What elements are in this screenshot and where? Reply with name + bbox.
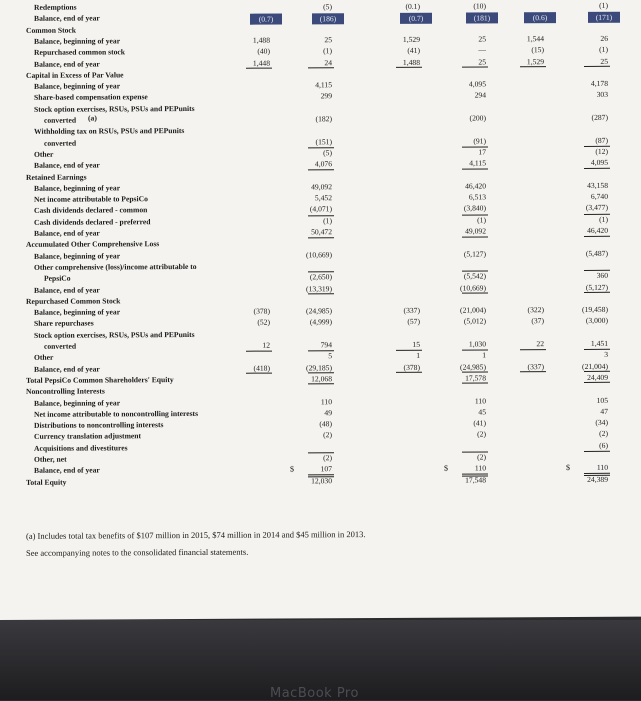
total-rule (520, 371, 546, 372)
row-label: Stock option exercises, RSUs, PSUs and PEPunits (34, 103, 195, 114)
cell-value: (5,127) (585, 282, 608, 292)
cell-value: 294 (474, 90, 486, 100)
cell-value: 110 (474, 463, 486, 473)
cell-value: (5,487) (585, 248, 608, 258)
cell-value: 1,448 (252, 58, 270, 68)
row-label: Currency translation adjustment (34, 431, 142, 442)
cell-value: 4,178 (590, 78, 608, 88)
total-rule (462, 66, 488, 67)
cell-value: (57) (407, 317, 420, 327)
total-rule (520, 66, 546, 67)
top-band-value: (171) (595, 12, 613, 22)
top-row-value: (1) (599, 0, 608, 10)
cell-value: 43,158 (587, 180, 608, 190)
cell-value: (287) (591, 112, 608, 122)
cell-value: (5,012) (463, 316, 486, 326)
row-label: Balance, end of year (34, 58, 100, 69)
row-label: Other, net (34, 454, 67, 464)
cell-value: 105 (596, 395, 608, 405)
cell-value: 1 (482, 350, 486, 360)
cell-value: (2) (323, 430, 332, 440)
cell-value: (41) (407, 45, 420, 56)
row-label: Balance, beginning of year (34, 250, 121, 261)
row-label: converted (44, 115, 77, 125)
total-rule (462, 383, 488, 384)
total-rule (584, 382, 610, 383)
cell-value: 12,030 (311, 475, 332, 485)
cell-value: (1) (599, 45, 608, 55)
row-label: Stock option exercises, RSUs, PSUs and PEPunits (34, 329, 195, 340)
cell-value: (3,000) (585, 316, 608, 326)
total-rule (584, 66, 610, 67)
cell-value: (40) (257, 46, 270, 56)
cell-value: (378) (253, 306, 270, 316)
cell-value: (200) (469, 113, 486, 123)
top-band-value: (0.7) (408, 13, 424, 23)
row-label: Retained Earnings (26, 172, 87, 182)
cell-value: (91) (473, 136, 486, 146)
cell-value: (1) (599, 214, 608, 224)
cell-value: 26 (600, 33, 608, 43)
cell-value: 107 (320, 464, 332, 474)
cell-value: 22 (536, 339, 544, 349)
cell-value: (41) (473, 418, 486, 428)
cell-value: (4,999) (309, 317, 332, 327)
cell-value: 4,076 (314, 159, 332, 169)
total-rule (396, 372, 422, 373)
row-label: Acquisitions and divestitures (34, 443, 128, 453)
top-band-value: (181) (473, 13, 491, 23)
cell-value: 303 (596, 90, 608, 100)
cell-value: (5,542) (463, 271, 486, 281)
cell-value: 4,115 (315, 80, 332, 90)
cell-value: 25 (324, 35, 332, 45)
row-label: Share-based compensation expense (34, 92, 148, 103)
cell-value: 6,740 (590, 191, 608, 201)
row-label: Balance, beginning of year (34, 307, 121, 317)
cell-value: 1,451 (590, 338, 608, 348)
total-rule (396, 67, 422, 68)
notes-reference: See accompanying notes to the consolidated financial statements. (26, 546, 249, 558)
cell-value: (2) (323, 453, 332, 463)
cell-value: (1) (323, 46, 332, 56)
cell-value: 25 (600, 56, 608, 66)
row-label: converted (44, 138, 77, 148)
cell-value: (34) (595, 417, 608, 427)
cell-value: (48) (319, 419, 332, 429)
top-row-value: (5) (323, 2, 332, 12)
cell-value: 46,420 (587, 225, 608, 235)
dollar-sign: $ (444, 463, 448, 473)
total-rule (584, 235, 610, 236)
cell-value: (37) (531, 316, 544, 326)
row-label: Noncontrolling Interests (26, 386, 105, 397)
top-band-value: (186) (319, 14, 337, 24)
cell-value: (52) (257, 317, 270, 328)
total-rule (520, 349, 546, 350)
row-label: Balance, end of year (34, 228, 100, 238)
cell-value: (6) (599, 440, 608, 450)
cell-value: (182) (315, 114, 332, 124)
cell-value: 17,548 (465, 475, 486, 485)
row-label: Distributions to noncontrolling interests (34, 420, 164, 430)
cell-value: 360 (596, 271, 608, 281)
cell-value: (2) (599, 429, 608, 439)
cell-value: 1,488 (252, 35, 270, 45)
cell-value: (10,669) (306, 249, 332, 259)
cell-value: 110 (474, 395, 486, 406)
row-label: Balance, beginning of year (34, 397, 121, 408)
cell-value: 1,529 (402, 34, 420, 44)
cell-value: 49,092 (465, 226, 486, 236)
cell-value: 1,544 (526, 34, 544, 44)
total-rule (584, 451, 610, 452)
total-rule (308, 237, 334, 238)
top-band-value: (0.7) (258, 14, 274, 24)
cell-value: (2,650) (309, 272, 332, 282)
cell-value: (151) (315, 136, 332, 146)
cell-value: (87) (595, 135, 608, 145)
cell-value: 1,488 (402, 57, 420, 67)
cell-value: 24,409 (587, 372, 608, 382)
row-label: Other (34, 149, 54, 159)
cell-value: 25 (478, 34, 486, 44)
total-rule (246, 373, 272, 374)
cell-value: (21,004) (582, 361, 608, 371)
row-label: Net income attributable to PepsiCo (34, 194, 148, 204)
total-rule (308, 293, 334, 294)
cell-value: 4,115 (469, 158, 486, 168)
cell-value: (1) (477, 215, 486, 225)
cell-value: 1,030 (468, 339, 486, 349)
total-rule (308, 67, 334, 68)
cell-value: 299 (320, 91, 332, 101)
top-band-value: (0.6) (532, 13, 548, 23)
cell-value: (2) (477, 452, 486, 462)
total-rule (462, 236, 488, 237)
cell-value: (3,477) (585, 203, 608, 213)
total-rule (246, 68, 272, 69)
cell-value: (5,127) (463, 249, 486, 259)
cell-value: (3,840) (463, 203, 486, 213)
cell-value: 17,578 (465, 373, 486, 383)
row-label: Balance, beginning of year (34, 36, 121, 46)
cell-value: (378) (403, 362, 420, 372)
row-label: Net income attributable to noncontrolling interests (34, 408, 199, 419)
row-label: Total PepsiCo Common Shareholders' Equity (26, 374, 174, 385)
cell-value: (21,004) (460, 305, 486, 315)
cell-value: (24,985) (460, 362, 486, 372)
row-label: Capital in Excess of Par Value (26, 70, 124, 80)
cell-value: (418) (253, 363, 270, 373)
cell-value: 5,452 (314, 193, 332, 203)
cell-value: (1) (323, 215, 332, 225)
row-label: Cash dividends declared - common (34, 205, 148, 216)
total-rule (308, 169, 334, 170)
cell-value: — (478, 45, 486, 55)
cell-value: 110 (596, 463, 608, 473)
laptop-brand-label: MacBook Pro (270, 686, 359, 701)
row-label: Balance, end of year (34, 160, 100, 171)
cell-value: (2) (477, 429, 486, 439)
cell-value: 4,095 (468, 79, 486, 89)
cell-value: 1 (416, 351, 420, 361)
row-label: Balance, end of year (34, 13, 100, 24)
row-label: Cash dividends declared - preferred (34, 216, 151, 227)
row-label: Share repurchases (34, 318, 94, 329)
total-rule (584, 292, 610, 293)
cell-value: (19,458) (582, 304, 608, 315)
cell-value: 25 (478, 56, 486, 66)
cell-value: 1,529 (526, 56, 544, 66)
cell-value: (29,185) (306, 362, 332, 372)
cell-value: 49,092 (311, 182, 332, 192)
row-label: Repurchased common stock (34, 47, 125, 58)
cell-value: (24,985) (306, 306, 332, 316)
total-rule (462, 168, 488, 169)
row-label: Other (34, 353, 54, 363)
row-label: Redemptions (34, 2, 77, 12)
cell-value: (10,669) (460, 282, 486, 293)
cell-value: (337) (403, 305, 420, 315)
top-row-value: (0.1) (405, 1, 420, 11)
row-label: PepsiCo (44, 273, 71, 283)
cell-value: (13,319) (306, 283, 332, 293)
cell-value: 15 (412, 339, 420, 349)
row-label: Repurchased Common Stock (26, 296, 121, 306)
cell-value: 46,420 (465, 181, 486, 191)
row-note: (a) (88, 113, 97, 123)
top-row-value: (10) (473, 1, 486, 11)
cell-value: 47 (600, 406, 608, 416)
cell-value: 4,095 (590, 158, 608, 168)
cell-value: 45 (478, 407, 486, 417)
cell-value: (322) (527, 305, 544, 315)
dollar-sign: $ (290, 464, 294, 474)
cell-value: 24 (324, 57, 332, 67)
cell-value: 49 (324, 408, 332, 418)
cell-value: 50,472 (311, 227, 332, 237)
cell-value: 794 (320, 340, 332, 350)
cell-value: 6,513 (468, 192, 486, 202)
row-label: Balance, end of year (34, 465, 100, 476)
total-rule (308, 384, 334, 385)
row-label: Balance, beginning of year (34, 81, 121, 91)
cell-value: 110 (320, 396, 332, 406)
row-label: Balance, beginning of year (34, 183, 121, 193)
cell-value: (12) (595, 146, 608, 156)
cell-value: 3 (604, 350, 608, 360)
row-label: Balance, end of year (34, 284, 100, 295)
cell-value: 12,068 (311, 374, 332, 384)
cell-value: 5 (328, 351, 332, 361)
laptop-bezel (0, 620, 641, 700)
row-label: Other comprehensive (loss)/income attributable to (34, 261, 197, 272)
row-label: Total Equity (26, 477, 67, 487)
cell-value: (4,071) (309, 204, 332, 214)
cell-value: 12 (262, 340, 270, 350)
cell-value: (5) (323, 148, 332, 158)
footnote: (a) Includes total tax benefits of $107 million in 2015, $74 million in 2014 and $45 million in 2013. (26, 529, 366, 541)
total-rule (584, 167, 610, 168)
dollar-sign: $ (566, 463, 570, 473)
cell-value: 24,389 (587, 474, 608, 484)
cell-value: (337) (527, 361, 544, 371)
total-rule (462, 292, 488, 293)
row-label: Balance, end of year (34, 364, 100, 374)
total-rule (246, 351, 272, 352)
row-label: Withholding tax on RSUs, PSUs and PEPunits (34, 126, 185, 137)
row-label: Accumulated Other Comprehensive Loss (26, 239, 160, 250)
cell-value: 17 (478, 147, 486, 157)
cell-value: (15) (531, 45, 544, 55)
row-label: converted (44, 341, 77, 351)
row-label: Common Stock (26, 25, 76, 35)
